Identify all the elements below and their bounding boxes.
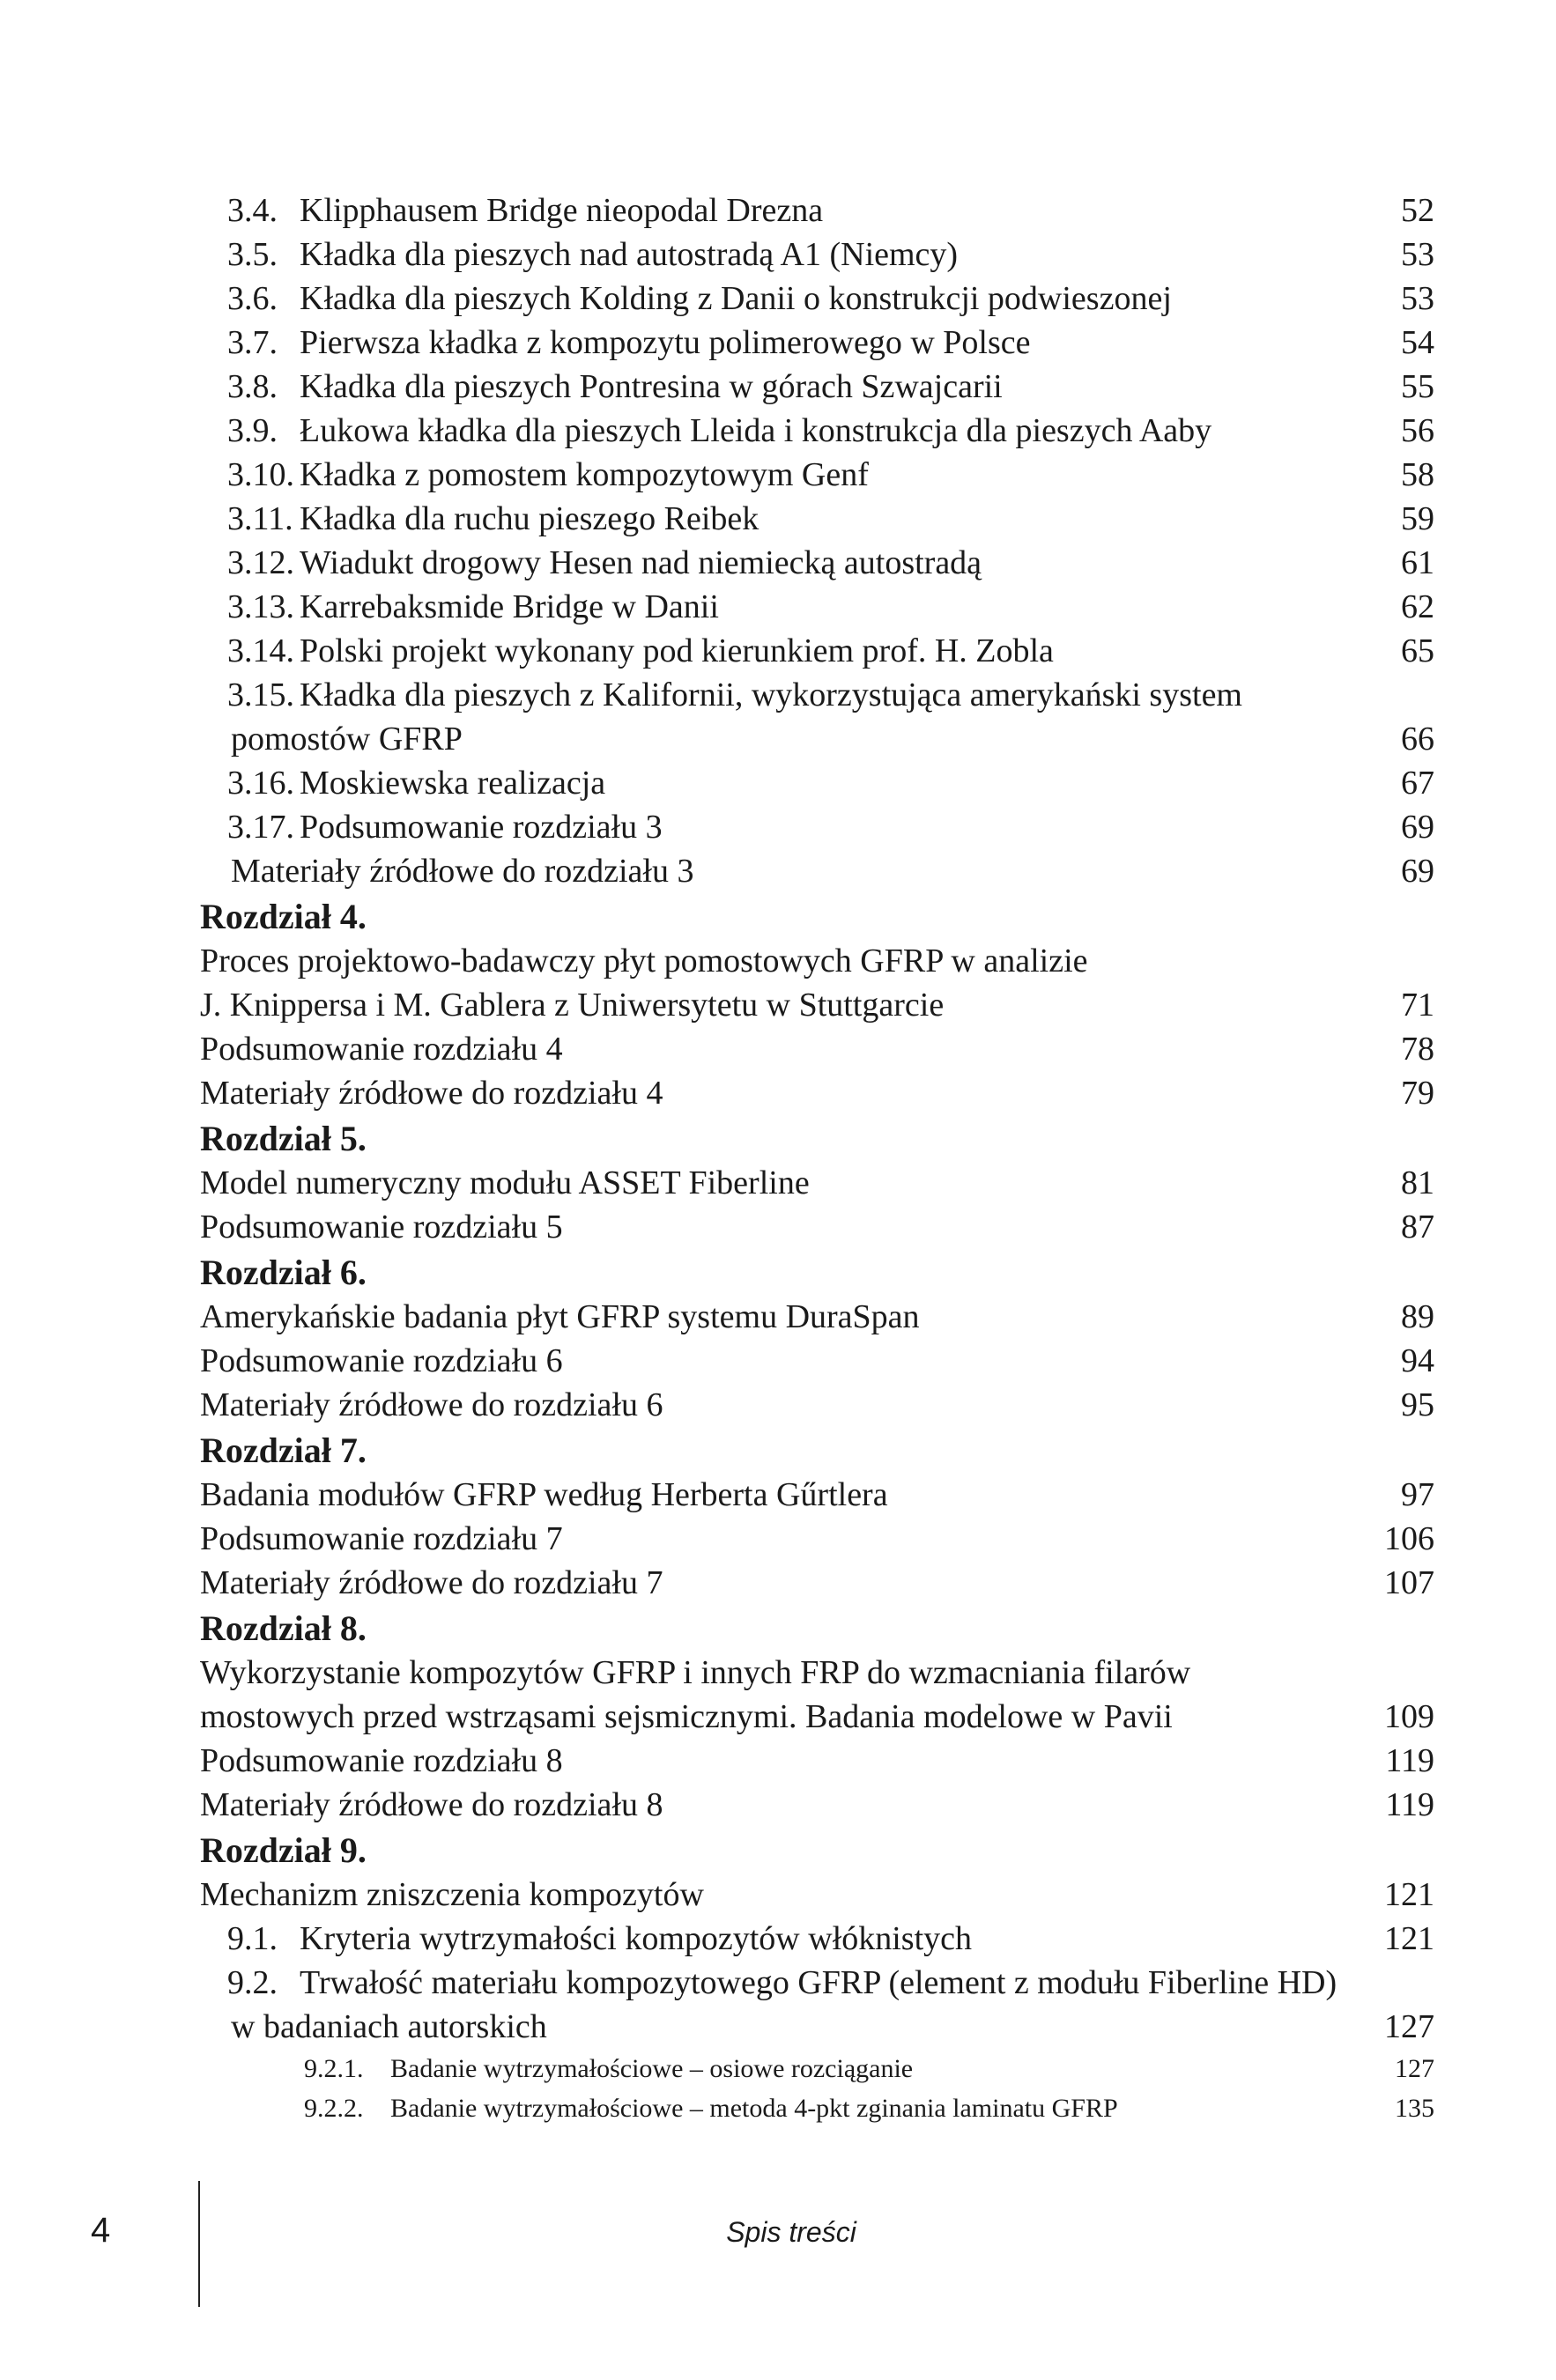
entry-title: Wiadukt drogowy Hesen nad niemiecką autostradą [300, 544, 982, 581]
toc-entry [0, 1071, 1556, 1115]
entry-number: 3.5. [227, 236, 278, 273]
toc-entry [0, 321, 1556, 365]
entry-page: 89 [1401, 1298, 1434, 1335]
entry-title: mostowych przed wstrząsami sejsmicznymi. Badania modelowe w Pavii [200, 1698, 1173, 1735]
toc-entry [0, 1205, 1556, 1249]
entry-page: 135 [1395, 2094, 1434, 2123]
entry-page: 69 [1401, 809, 1434, 846]
toc-entry [0, 541, 1556, 585]
entry-title: Badanie wytrzymałościowe – metoda 4-pkt zginania laminatu GFRP [390, 2094, 1118, 2123]
entry-page: 127 [1384, 2008, 1434, 2045]
page-number: 4 [91, 2211, 111, 2250]
entry-title: Materiały źródłowe do rozdziału 6 [200, 1386, 663, 1423]
toc-entry [0, 1027, 1556, 1071]
entry-page: 67 [1401, 765, 1434, 802]
chapter-heading [0, 1427, 1556, 1473]
entry-number: 3.6. [227, 280, 278, 317]
entry-number: 3.9. [227, 412, 278, 449]
toc-entry [0, 939, 1556, 983]
entry-title: Model numeryczny modułu ASSET Fiberline [200, 1164, 810, 1201]
entry-title: Amerykańskie badania płyt GFRP systemu DuraSpan [200, 1298, 920, 1335]
entry-title: Karrebaksmide Bridge w Danii [300, 588, 719, 625]
entry-page: 53 [1401, 280, 1434, 317]
entry-title: Wykorzystanie kompozytów GFRP i innych FRP do wzmacniania filarów [200, 1654, 1191, 1691]
toc-entry [0, 1339, 1556, 1383]
entry-page: 54 [1401, 324, 1434, 361]
entry-page: 52 [1401, 192, 1434, 229]
entry-number: 3.8. [227, 368, 278, 405]
entry-title: Podsumowanie rozdziału 8 [200, 1742, 563, 1779]
toc-entry [0, 2005, 1556, 2049]
entry-number: 3.11. [227, 500, 293, 537]
entry-title: Rozdział 4. [200, 897, 367, 936]
entry-page: 79 [1401, 1075, 1434, 1112]
toc-entry [0, 1739, 1556, 1783]
toc-entry [0, 497, 1556, 541]
toc-entry [0, 629, 1556, 673]
entry-number: 3.12. [227, 544, 294, 581]
toc-entry [0, 1961, 1556, 2005]
toc-entry [0, 805, 1556, 849]
entry-number: 3.16. [227, 765, 294, 802]
toc-entry [0, 453, 1556, 497]
entry-page: 71 [1401, 987, 1434, 1024]
toc-entry [0, 1873, 1556, 1917]
toc-entry [0, 188, 1556, 233]
toc-entry [0, 761, 1556, 805]
entry-title: Kładka z pomostem kompozytowym Genf [300, 456, 869, 493]
entry-page: 81 [1401, 1164, 1434, 1201]
entry-title: Podsumowanie rozdziału 7 [200, 1520, 563, 1557]
chapter-heading [0, 1605, 1556, 1651]
entry-title: Badanie wytrzymałościowe – osiowe rozciąganie [390, 2054, 914, 2083]
entry-page: 53 [1401, 236, 1434, 273]
entry-page: 58 [1401, 456, 1434, 493]
chapter-heading [0, 893, 1556, 939]
entry-page: 109 [1384, 1698, 1434, 1735]
entry-title: Podsumowanie rozdziału 4 [200, 1031, 563, 1068]
toc-entry [0, 1161, 1556, 1205]
toc-entry [0, 849, 1556, 893]
entry-number: 9.1. [227, 1920, 278, 1957]
entry-title: Proces projektowo-badawczy płyt pomostowych GFRP w analizie [200, 942, 1088, 979]
entry-title: Materiały źródłowe do rozdziału 8 [200, 1786, 663, 1823]
entry-title: Kładka dla pieszych z Kalifornii, wykorzystująca amerykański system [300, 676, 1242, 713]
entry-title: Klipphausem Bridge nieopodal Drezna [300, 192, 824, 229]
entry-title: Podsumowanie rozdziału 3 [300, 809, 663, 846]
toc-entry [0, 1695, 1556, 1739]
toc-entry [0, 365, 1556, 409]
entry-page: 107 [1384, 1564, 1434, 1601]
entry-title: Kryteria wytrzymałości kompozytów włóknistych [300, 1920, 973, 1957]
entry-title: Rozdział 8. [200, 1608, 367, 1648]
entry-page: 95 [1401, 1386, 1434, 1423]
entry-number: 3.17. [227, 809, 294, 846]
entry-title: Pierwsza kładka z kompozytu polimerowego w Polsce [300, 324, 1031, 361]
entry-number: 3.7. [227, 324, 278, 361]
entry-page: 61 [1401, 544, 1434, 581]
toc-entry [0, 1561, 1556, 1605]
entry-title: Materiały źródłowe do rozdziału 7 [200, 1564, 663, 1601]
entry-page: 127 [1395, 2054, 1434, 2083]
entry-page: 119 [1385, 1786, 1434, 1823]
chapter-heading [0, 1115, 1556, 1161]
entry-number: 3.10. [227, 456, 294, 493]
entry-title: Rozdział 7. [200, 1430, 367, 1470]
toc-entry [0, 2049, 1556, 2088]
entry-title: Rozdział 5. [200, 1119, 367, 1158]
entry-page: 62 [1401, 588, 1434, 625]
entry-title: Mechanizm zniszczenia kompozytów [200, 1876, 704, 1913]
entry-title: Rozdział 6. [200, 1253, 367, 1292]
entry-title: J. Knippersa i M. Gablera z Uniwersytetu w Stuttgarcie [200, 987, 945, 1024]
table-of-contents [0, 188, 1556, 2128]
entry-title: Trwałość materiału kompozytowego GFRP (element z modułu Fiberline HD) [300, 1964, 1337, 2001]
toc-entry [0, 277, 1556, 321]
entry-page: 69 [1401, 853, 1434, 890]
entry-page: 121 [1384, 1920, 1434, 1957]
toc-entry [0, 1783, 1556, 1827]
toc-entry [0, 717, 1556, 761]
entry-title: Kładka dla ruchu pieszego Reibek [300, 500, 759, 537]
entry-title: Podsumowanie rozdziału 6 [200, 1342, 563, 1379]
entry-page: 59 [1401, 500, 1434, 537]
entry-page: 65 [1401, 632, 1434, 669]
toc-entry [0, 673, 1556, 717]
entry-title: Rozdział 9. [200, 1830, 367, 1870]
entry-number: 3.4. [227, 192, 278, 229]
running-title: Spis treści [726, 2216, 856, 2248]
entry-page: 87 [1401, 1208, 1434, 1245]
toc-entry [0, 1517, 1556, 1561]
toc-entry [0, 409, 1556, 453]
entry-page: 55 [1401, 368, 1434, 405]
toc-entry [0, 233, 1556, 277]
entry-title: pomostów GFRP [231, 721, 463, 758]
entry-number: 9.2.1. [304, 2054, 364, 2083]
entry-page: 78 [1401, 1031, 1434, 1068]
entry-title: Łukowa kładka dla pieszych Lleida i konstrukcja dla pieszych Aaby [300, 412, 1212, 449]
entry-number: 3.14. [227, 632, 294, 669]
entry-title: Badania modułów GFRP według Herberta Gűrtlera [200, 1476, 888, 1513]
entry-number: 9.2. [227, 1964, 278, 2001]
toc-entry [0, 1651, 1556, 1695]
entry-title: Materiały źródłowe do rozdziału 4 [200, 1075, 663, 1112]
toc-entry [0, 1295, 1556, 1339]
toc-entry [0, 585, 1556, 629]
entry-page: 119 [1385, 1742, 1434, 1779]
entry-title: w badaniach autorskich [231, 2008, 547, 2045]
entry-number: 3.15. [227, 676, 294, 713]
toc-entry [0, 983, 1556, 1027]
entry-page: 56 [1401, 412, 1434, 449]
toc-entry [0, 1383, 1556, 1427]
entry-title: Kładka dla pieszych Kolding z Danii o konstrukcji podwieszonej [300, 280, 1172, 317]
entry-number: 9.2.2. [304, 2094, 364, 2123]
entry-title: Materiały źródłowe do rozdziału 3 [231, 853, 694, 890]
toc-entry [0, 2088, 1556, 2128]
entry-page: 97 [1401, 1476, 1434, 1513]
entry-number: 3.13. [227, 588, 294, 625]
chapter-heading [0, 1827, 1556, 1873]
entry-title: Polski projekt wykonany pod kierunkiem prof. H. Zobla [300, 632, 1054, 669]
entry-title: Kładka dla pieszych Pontresina w górach Szwajcarii [300, 368, 1003, 405]
entry-title: Kładka dla pieszych nad autostradą A1 (Niemcy) [300, 236, 959, 273]
entry-page: 121 [1384, 1876, 1434, 1913]
chapter-heading [0, 1249, 1556, 1295]
toc-entry [0, 1473, 1556, 1517]
entry-title: Podsumowanie rozdziału 5 [200, 1208, 563, 1245]
entry-page: 66 [1401, 721, 1434, 758]
entry-page: 106 [1384, 1520, 1434, 1557]
entry-page: 94 [1401, 1342, 1434, 1379]
entry-title: Moskiewska realizacja [300, 765, 606, 802]
toc-entry [0, 1917, 1556, 1961]
